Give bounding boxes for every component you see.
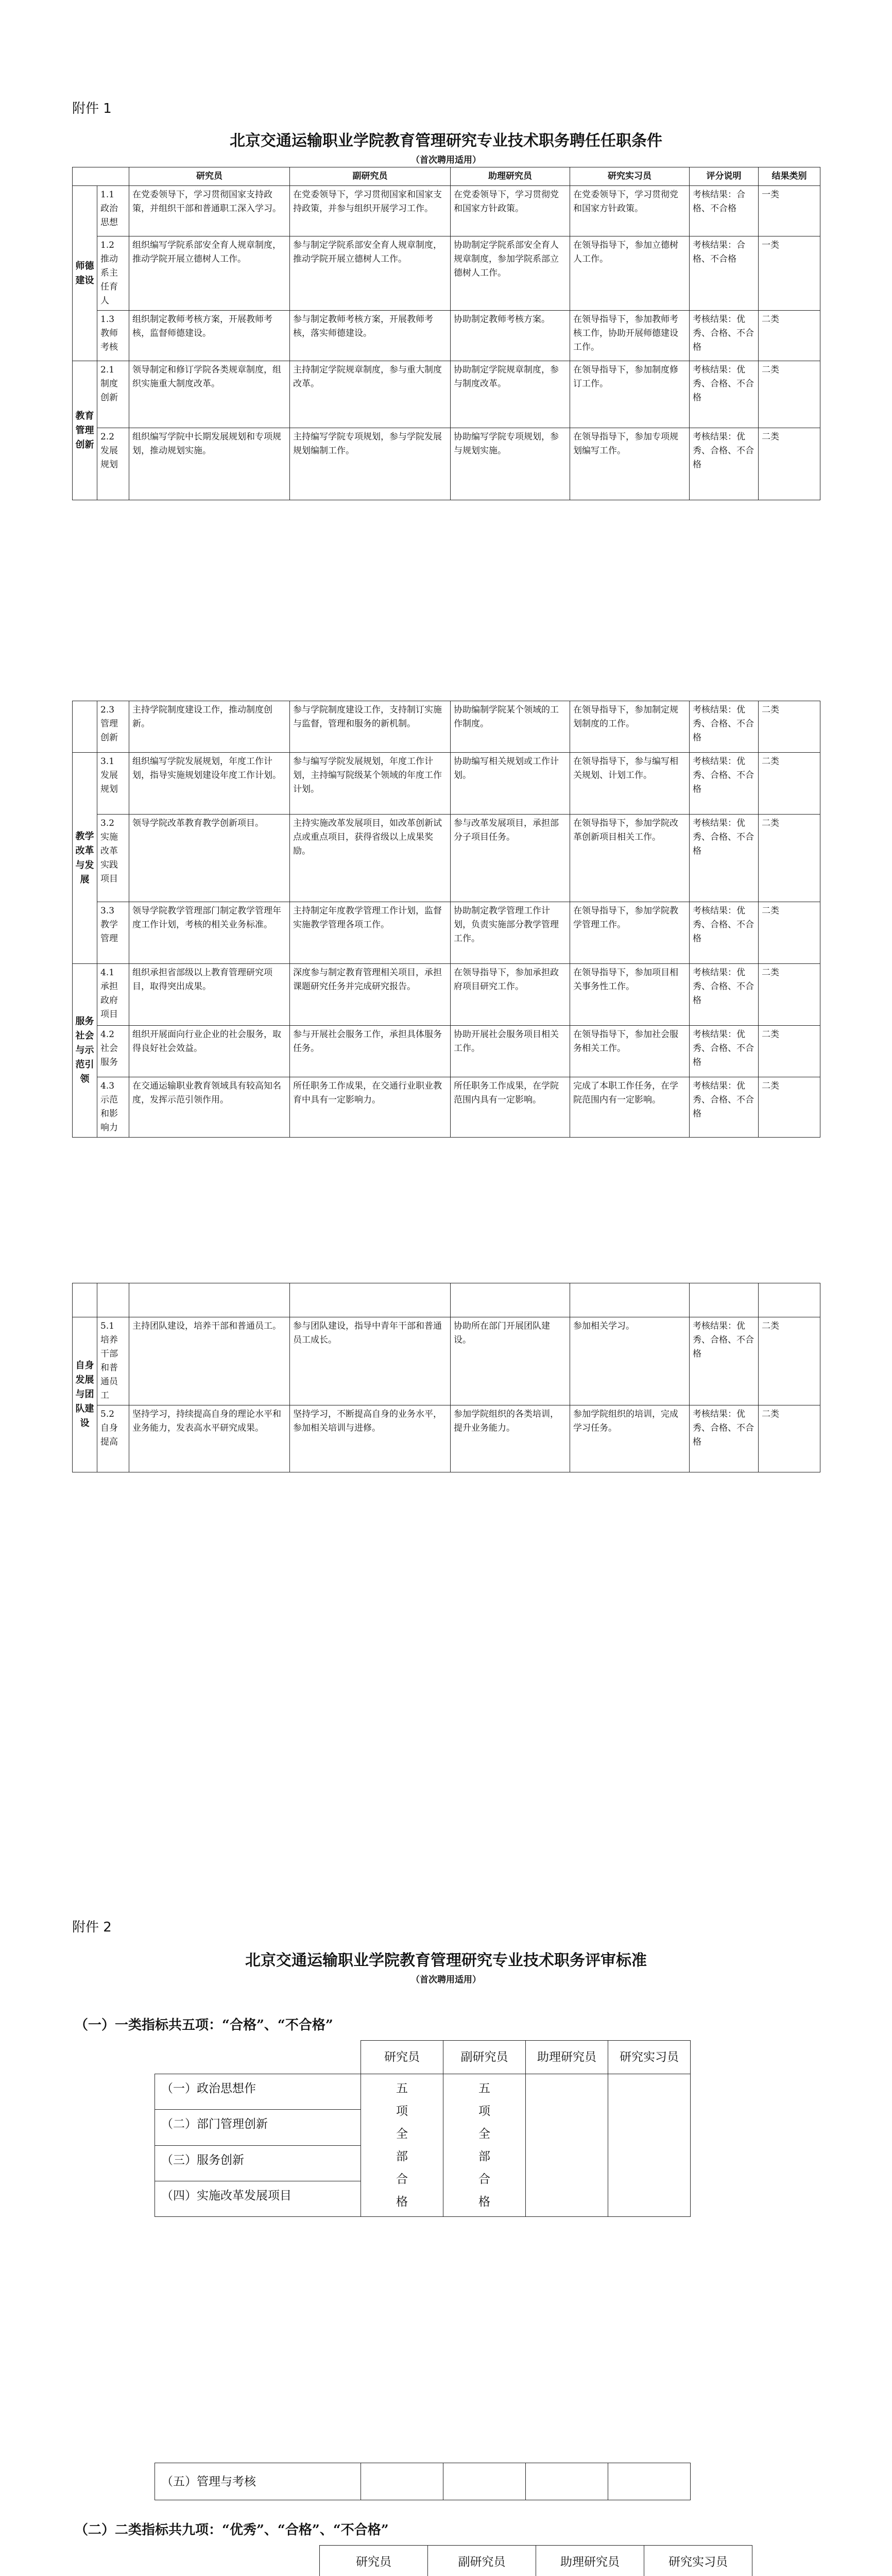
header-researcher: 研究员 bbox=[361, 2041, 443, 2074]
cell-assistant: 协助制定教师考核方案。 bbox=[451, 311, 570, 361]
cell-scoring: 考核结果：优秀、合格、不合格 bbox=[690, 964, 759, 1026]
cell-associate: 主持制定年度教学管理工作计划，监督实施教学管理各项工作。 bbox=[290, 902, 451, 964]
cell-category: 二类 bbox=[759, 311, 820, 361]
header-associate-researcher: 副研究员 bbox=[443, 2041, 526, 2074]
header-research-intern: 研究实习员 bbox=[644, 2546, 752, 2576]
header-blank bbox=[114, 2546, 320, 2576]
row-code: 2.3 管理创新 bbox=[97, 701, 129, 753]
cell-assistant: 在党委领导下，学习贯彻党和国家方针政策。 bbox=[451, 186, 570, 236]
row-code: 2.2 发展规划 bbox=[97, 428, 129, 500]
row-code: 4.3 示范和影响力 bbox=[97, 1077, 129, 1138]
cell-category: 二类 bbox=[759, 1317, 820, 1405]
header-result-category: 结果类别 bbox=[759, 167, 820, 186]
cell-associate: 参与团队建设，指导中青年干部和普通员工成长。 bbox=[290, 1317, 451, 1405]
cell-scoring: 考核结果：优秀、合格、不合格 bbox=[690, 428, 759, 500]
cell-researcher: 组织承担省部级以上教育管理研究项目，取得突出成果。 bbox=[129, 964, 290, 1026]
row-code: 1.3 教师考核 bbox=[97, 311, 129, 361]
cell-intern: 在领导指导下，参加制定规划制度的工作。 bbox=[570, 701, 690, 753]
cell-researcher bbox=[129, 1283, 290, 1317]
document-subtitle-1: （首次聘用适用） bbox=[411, 155, 481, 165]
category2-table bbox=[113, 2545, 752, 2576]
cat1-value-text: 五项全部合格 bbox=[396, 2082, 408, 2209]
cell-category: 二类 bbox=[759, 361, 820, 428]
cell-scoring bbox=[690, 1283, 759, 1317]
cell-scoring: 考核结果：合格、不合格 bbox=[690, 236, 759, 311]
cell-associate: 参与制定学院系部安全育人规章制度，推动学院开展立德树人工作。 bbox=[290, 236, 451, 311]
attachment-label-2: 附件 2 bbox=[72, 1920, 112, 1935]
cell-assistant: 协助制定学院规章制度，参与制度改革。 bbox=[451, 361, 570, 428]
header-research-intern: 研究实习员 bbox=[570, 167, 690, 186]
header-blank bbox=[73, 167, 129, 186]
cell-scoring: 考核结果：优秀、合格、不合格 bbox=[690, 815, 759, 902]
cell-category: 二类 bbox=[759, 1026, 820, 1077]
dimension-continued bbox=[73, 701, 97, 753]
header-assistant-researcher: 助理研究员 bbox=[451, 167, 570, 186]
row-code: 1.2 推动系主任育人 bbox=[97, 236, 129, 311]
cell-scoring: 考核结果：优秀、合格、不合格 bbox=[690, 753, 759, 815]
cell-assistant bbox=[451, 1283, 570, 1317]
row-code: 4.1 承担政府项目 bbox=[97, 964, 129, 1026]
cell-category: 二类 bbox=[759, 815, 820, 902]
cell-category: 二类 bbox=[759, 964, 820, 1026]
cell-associate: 参与开展社会服务工作，承担具体服务任务。 bbox=[290, 1026, 451, 1077]
cat1-cell bbox=[443, 2463, 526, 2500]
cell-scoring: 考核结果：优秀、合格、不合格 bbox=[690, 1026, 759, 1077]
cell-scoring: 考核结果：优秀、合格、不合格 bbox=[690, 311, 759, 361]
cell-category: 二类 bbox=[759, 753, 820, 815]
cell-category: 二类 bbox=[759, 428, 820, 500]
row-code: 3.3 教学管理 bbox=[97, 902, 129, 964]
cell-associate: 在党委领导下，学习贯彻国家和国家支持政策，并参与组织开展学习工作。 bbox=[290, 186, 451, 236]
cell-category: 一类 bbox=[759, 186, 820, 236]
cell-assistant: 协助开展社会服务项目相关工作。 bbox=[451, 1026, 570, 1077]
cell-associate: 参与编写学院发展规划，年度工作计划，主持编写院级某个领域的年度工作计划。 bbox=[290, 753, 451, 815]
cell-category: 二类 bbox=[759, 1405, 820, 1472]
cell-intern: 在领导指导下，参与编写相关规划、计划工作。 bbox=[570, 753, 690, 815]
cell-assistant: 参与改革发展项目，承担部分子项目任务。 bbox=[451, 815, 570, 902]
header-researcher: 研究员 bbox=[320, 2546, 428, 2576]
cell-researcher: 在党委领导下，学习贯彻国家支持政策，并组织干部和普通职工深入学习。 bbox=[129, 186, 290, 236]
cell-category: 二类 bbox=[759, 701, 820, 753]
cell-associate: 坚持学习，不断提高自身的业务水平，参加相关培训与进修。 bbox=[290, 1405, 451, 1472]
cat1-value-text: 五项全部合格 bbox=[478, 2082, 490, 2209]
conditions-table-part3 bbox=[72, 1283, 820, 1472]
cell-intern: 参加学院组织的培训，完成学习任务。 bbox=[570, 1405, 690, 1472]
dimension-social-service: 服务社会与示范引领 bbox=[73, 964, 97, 1138]
cell-assistant: 协助编写学院专项规划，参与规划实施。 bbox=[451, 428, 570, 500]
cell-researcher: 组织开展面向行业企业的社会服务，取得良好社会效益。 bbox=[129, 1026, 290, 1077]
cell-intern: 在领导指导下，参加学院教学管理工作。 bbox=[570, 902, 690, 964]
cat1-intern-value bbox=[608, 2074, 691, 2217]
cell-intern: 在领导指导下，参加立德树人工作。 bbox=[570, 236, 690, 311]
cell-researcher: 组织编写学院发展规划，年度工作计划，指导实施规划建设年度工作计划。 bbox=[129, 753, 290, 815]
cell-associate bbox=[290, 1283, 451, 1317]
cell-assistant: 协助编写相关规划或工作计划。 bbox=[451, 753, 570, 815]
cell-category: 一类 bbox=[759, 236, 820, 311]
header-researcher: 研究员 bbox=[129, 167, 290, 186]
cell-researcher: 在交通运输职业教育领域具有较高知名度，发挥示范引领作用。 bbox=[129, 1077, 290, 1138]
section-heading-2: （二）二类指标共九项：“优秀”、“合格”、“不合格” bbox=[75, 2522, 389, 2538]
cell-assistant: 参加学院组织的各类培训，提升业务能力。 bbox=[451, 1405, 570, 1472]
cell-category: 二类 bbox=[759, 902, 820, 964]
document-title-1: 北京交通运输职业学院教育管理研究专业技术职务聘任任职条件 bbox=[230, 132, 662, 150]
header-assistant-researcher: 助理研究员 bbox=[536, 2546, 644, 2576]
cell-scoring: 考核结果：合格、不合格 bbox=[690, 186, 759, 236]
cell-associate: 所任职务工作成果，在交通行业职业教育中具有一定影响力。 bbox=[290, 1077, 451, 1138]
cell-intern: 在领导指导下，参加教师考核工作，协助开展师德建设工作。 bbox=[570, 311, 690, 361]
cell-assistant: 协助所在部门开展团队建设。 bbox=[451, 1317, 570, 1405]
conditions-table-part2 bbox=[72, 701, 820, 1138]
dimension-teaching-reform: 教学改革与发展 bbox=[73, 753, 97, 964]
row-code: 5.2 自身提高 bbox=[97, 1405, 129, 1472]
header-blank bbox=[155, 2041, 361, 2074]
cell-researcher: 主持团队建设，培养干部和普通员工。 bbox=[129, 1317, 290, 1405]
category1-table bbox=[155, 2040, 691, 2217]
category1-item: （一）政治思想作 bbox=[155, 2074, 361, 2110]
cell-intern: 在领导指导下，参加学院改革创新项目相关工作。 bbox=[570, 815, 690, 902]
header-associate-researcher: 副研究员 bbox=[428, 2546, 536, 2576]
header-associate-researcher: 副研究员 bbox=[290, 167, 451, 186]
cell-assistant: 协助制定教学管理工作计划，负责实施部分教学管理工作。 bbox=[451, 902, 570, 964]
cell-assistant: 协助编制学院某个领域的工作制度。 bbox=[451, 701, 570, 753]
cell-scoring: 考核结果：优秀、合格、不合格 bbox=[690, 1405, 759, 1472]
document-subtitle-2: （首次聘用适用） bbox=[411, 1975, 481, 1985]
cat1-assistant-value bbox=[526, 2074, 608, 2217]
cell-associate: 深度参与制定教育管理相关项目，承担课题研究任务并完成研究报告。 bbox=[290, 964, 451, 1026]
conditions-table-part1 bbox=[72, 167, 820, 500]
row-code: 1.1 政治思想 bbox=[97, 186, 129, 236]
category1-item: （三）服务创新 bbox=[155, 2145, 361, 2181]
cell-researcher: 组织制定教师考核方案，开展教师考核，监督师德建设。 bbox=[129, 311, 290, 361]
cell-category: 二类 bbox=[759, 1077, 820, 1138]
cell-intern: 在领导指导下，参加制度修订工作。 bbox=[570, 361, 690, 428]
cell-researcher: 主持学院制度建设工作，推动制度创新。 bbox=[129, 701, 290, 753]
cell-scoring: 考核结果：优秀、合格、不合格 bbox=[690, 902, 759, 964]
cell-scoring: 考核结果：优秀、合格、不合格 bbox=[690, 701, 759, 753]
dimension-self-development: 自身发展与团队建设 bbox=[73, 1317, 97, 1472]
cat1-cell bbox=[361, 2463, 443, 2500]
category1-item: （五）管理与考核 bbox=[155, 2463, 361, 2500]
cat1-researcher-value bbox=[361, 2074, 443, 2217]
header-scoring-notes: 评分说明 bbox=[690, 167, 759, 186]
attachment-label-1: 附件 1 bbox=[72, 101, 112, 116]
cell-assistant: 协助制定学院系部安全育人规章制度，参加学院系部立德树人工作。 bbox=[451, 236, 570, 311]
dimension-continued bbox=[73, 1283, 97, 1317]
cat1-cell bbox=[608, 2463, 691, 2500]
cell-associate: 参与制定教师考核方案，开展教师考核，落实师德建设。 bbox=[290, 311, 451, 361]
cell-associate: 参与学院制度建设工作，支持制订实施与监督，管理和服务的新机制。 bbox=[290, 701, 451, 753]
cat1-associate-value bbox=[443, 2074, 526, 2217]
cell-researcher: 领导学院教学管理部门制定教学管理年度工作计划，考核的相关业务标准。 bbox=[129, 902, 290, 964]
cell-researcher: 组织编写学院系部安全育人规章制度，推动学院开展立德树人工作。 bbox=[129, 236, 290, 311]
cell-intern: 在领导指导下，参加社会服务相关工作。 bbox=[570, 1026, 690, 1077]
category1-table-continued bbox=[155, 2463, 691, 2500]
row-code: 5.1 培养干部和普通员工 bbox=[97, 1317, 129, 1405]
cell-associate: 主持实施改革发展项目，如改革创新试点或重点项目，获得省级以上成果奖励。 bbox=[290, 815, 451, 902]
cell-intern: 在领导指导下，参加项目相关事务性工作。 bbox=[570, 964, 690, 1026]
row-code: 3.2 实施改革实践项目 bbox=[97, 815, 129, 902]
category1-item: （四）实施改革发展项目 bbox=[155, 2181, 361, 2216]
cell-intern: 参加相关学习。 bbox=[570, 1317, 690, 1405]
row-code: 3.1 发展规划 bbox=[97, 753, 129, 815]
row-code: 4.2 社会服务 bbox=[97, 1026, 129, 1077]
dimension-management-innovation: 教育管理创新 bbox=[73, 361, 97, 500]
category1-item: （二）部门管理创新 bbox=[155, 2110, 361, 2145]
cell-scoring: 考核结果：优秀、合格、不合格 bbox=[690, 1077, 759, 1138]
cell-scoring: 考核结果：优秀、合格、不合格 bbox=[690, 1317, 759, 1405]
cell-researcher: 领导制定和修订学院各类规章制度，组织实施重大制度改革。 bbox=[129, 361, 290, 428]
cell-category bbox=[759, 1283, 820, 1317]
document-title-2: 北京交通运输职业学院教育管理研究专业技术职务评审标准 bbox=[245, 1952, 647, 1970]
cell-intern: 在党委领导下，学习贯彻党和国家方针政策。 bbox=[570, 186, 690, 236]
row-code: 2.1 制度创新 bbox=[97, 361, 129, 428]
dimension-ethics: 师德建设 bbox=[73, 186, 97, 361]
cat1-cell bbox=[526, 2463, 608, 2500]
section-heading-1: （一）一类指标共五项：“合格”、“不合格” bbox=[75, 2018, 333, 2033]
header-assistant-researcher: 助理研究员 bbox=[526, 2041, 608, 2074]
cell-scoring: 考核结果：优秀、合格、不合格 bbox=[690, 361, 759, 428]
cell-assistant: 在领导指导下，参加承担政府项目研究工作。 bbox=[451, 964, 570, 1026]
row-code bbox=[97, 1283, 129, 1317]
cell-researcher: 坚持学习，持续提高自身的理论水平和业务能力，发表高水平研究成果。 bbox=[129, 1405, 290, 1472]
cell-assistant: 所任职务工作成果，在学院范围内具有一定影响。 bbox=[451, 1077, 570, 1138]
cell-associate: 主持编写学院专项规划，参与学院发展规划编制工作。 bbox=[290, 428, 451, 500]
cell-intern bbox=[570, 1283, 690, 1317]
cell-intern: 在领导指导下，参加专项规划编写工作。 bbox=[570, 428, 690, 500]
cell-researcher: 组织编写学院中长期发展规划和专项规划，推动规划实施。 bbox=[129, 428, 290, 500]
cell-researcher: 领导学院改革教育教学创新项目。 bbox=[129, 815, 290, 902]
cell-associate: 主持制定学院规章制度，参与重大制度改革。 bbox=[290, 361, 451, 428]
header-research-intern: 研究实习员 bbox=[608, 2041, 691, 2074]
cell-intern: 完成了本职工作任务，在学院范围内有一定影响。 bbox=[570, 1077, 690, 1138]
